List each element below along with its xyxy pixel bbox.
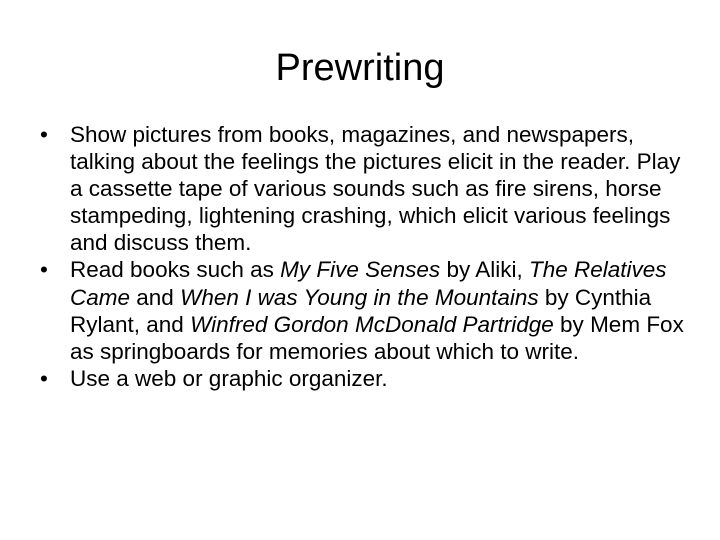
bullet-text: Read books such as (70, 257, 281, 283)
bullet-text: Use a web or graphic organizer. (70, 365, 388, 391)
book-title: My Five Senses (280, 257, 441, 283)
bullet-text: by Cynthia Rylant, and (70, 284, 652, 337)
book-title: The Relatives Came (70, 257, 667, 310)
bullet-list (36, 121, 686, 392)
book-title: Winfred Gordon McDonald Partridge (190, 311, 554, 337)
bullet-icon: • (40, 122, 48, 147)
book-title: When I was Young in the Mountains (180, 284, 539, 310)
bullet-text: by Mem Fox as springboards for memories about which to write. (70, 311, 684, 364)
bullet-icon: • (40, 365, 48, 391)
bullet-item (36, 256, 686, 364)
bullet-icon: • (40, 257, 48, 283)
bullet-item (36, 365, 686, 392)
bullet-text: Show pictures from books, magazines, and newspapers, talking about the feelings the pictures elicit in the reader. Play a cassette tape of various sounds such as fire sirens, horse stampeding, lightening crashing, which elicit various feelings and discuss them. (70, 122, 681, 256)
bullet-text: by Aliki, (440, 257, 529, 283)
bullet-item (36, 121, 686, 256)
bullet-text: and (130, 284, 181, 310)
slide-title: Prewriting (275, 47, 445, 89)
